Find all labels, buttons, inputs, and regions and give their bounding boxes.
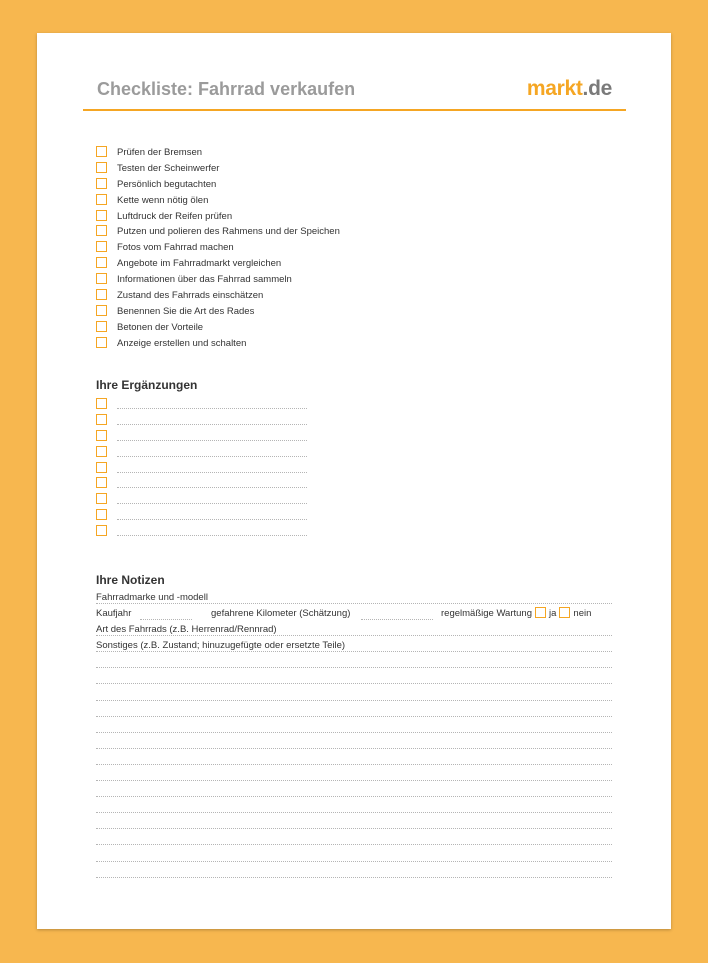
checklist-item [96, 177, 340, 193]
km-label: gefahrene Kilometer (Schätzung) [211, 608, 351, 620]
notes-blank-line[interactable] [96, 864, 612, 880]
checkbox[interactable] [96, 178, 107, 189]
document-page [37, 33, 671, 929]
addition-line[interactable] [117, 456, 307, 457]
checkbox[interactable] [96, 509, 107, 520]
notes-blank-line[interactable] [96, 687, 612, 703]
checklist [96, 145, 340, 352]
checkbox[interactable] [96, 305, 107, 316]
checklist-item-label: Persönlich begutachten [117, 178, 217, 190]
checklist-item [96, 224, 340, 240]
notes-blank-line[interactable] [96, 670, 612, 686]
checklist-item [96, 320, 340, 336]
checklist-item-label: Informationen über das Fahrrad sammeln [117, 274, 292, 286]
notes-blank-line[interactable] [96, 815, 612, 831]
checklist-item-label: Luftdruck der Reifen prüfen [117, 210, 233, 222]
checkbox[interactable] [96, 477, 107, 488]
checklist-item [96, 209, 340, 225]
checkbox[interactable] [96, 446, 107, 457]
checklist-item [96, 304, 340, 320]
type-label: Art des Fahrrads (z.B. Herrenrad/Rennrad) [96, 624, 277, 636]
notes-blank-line[interactable] [96, 703, 612, 719]
addition-line[interactable] [117, 440, 307, 441]
document-header [83, 75, 626, 111]
checkbox[interactable] [96, 210, 107, 221]
notes-blank-line[interactable] [96, 654, 612, 670]
notes-row-other [96, 638, 612, 654]
addition-line[interactable] [117, 535, 307, 536]
checkbox[interactable] [96, 337, 107, 348]
notes-row-type [96, 622, 612, 638]
checkbox[interactable] [96, 194, 107, 205]
checklist-item [96, 145, 340, 161]
addition-line[interactable] [117, 472, 307, 473]
addition-line[interactable] [117, 487, 307, 488]
checkbox[interactable] [96, 241, 107, 252]
notes-title: Ihre Notizen [96, 573, 165, 587]
checkbox[interactable] [96, 321, 107, 332]
notes-blank-line[interactable] [96, 719, 612, 735]
notes-blank-line[interactable] [96, 783, 612, 799]
checklist-item [96, 336, 340, 352]
checklist-item-label: Zustand des Fahrrads einschätzen [117, 290, 264, 302]
maintenance-yes-checkbox[interactable] [535, 607, 546, 618]
addition-line[interactable] [117, 519, 307, 520]
checkbox[interactable] [96, 146, 107, 157]
notes-blank-line[interactable] [96, 848, 612, 864]
additions-title: Ihre Ergänzungen [96, 378, 198, 392]
checklist-item-label: Kette wenn nötig ölen [117, 194, 209, 206]
checkbox[interactable] [96, 398, 107, 409]
checklist-item-label: Testen der Scheinwerfer [117, 162, 220, 174]
notes-blank-line[interactable] [96, 751, 612, 767]
checkbox[interactable] [96, 493, 107, 504]
notes-blank-line[interactable] [96, 799, 612, 815]
year-label: Kaufjahr [96, 608, 132, 620]
checkbox[interactable] [96, 225, 107, 236]
maintenance-label: regelmäßige Wartung ja nein [441, 608, 592, 620]
checklist-item-label: Angebote im Fahrradmarkt vergleichen [117, 258, 282, 270]
page-title: Checkliste: Fahrrad verkaufen [97, 79, 356, 99]
notes-section [96, 590, 612, 880]
notes-blank-line[interactable] [96, 767, 612, 783]
checklist-item [96, 193, 340, 209]
checkbox[interactable] [96, 430, 107, 441]
maintenance-no-checkbox[interactable] [559, 607, 570, 618]
addition-line[interactable] [117, 408, 307, 409]
markt-de-logo: markt.de [526, 77, 612, 100]
checklist-item-label: Anzeige erstellen und schalten [117, 337, 247, 349]
notes-blank-line[interactable] [96, 831, 612, 847]
checklist-item-label: Benennen Sie die Art des Rades [117, 305, 255, 317]
checkbox[interactable] [96, 257, 107, 268]
notes-row-brand [96, 590, 612, 606]
checklist-item-label: Putzen und polieren des Rahmens und der Speichen [117, 226, 340, 238]
checklist-item [96, 272, 340, 288]
brand-label: Fahrradmarke und -modell [96, 592, 208, 603]
checklist-item [96, 161, 340, 177]
checkbox[interactable] [96, 289, 107, 300]
checklist-item [96, 256, 340, 272]
checkbox[interactable] [96, 414, 107, 425]
checklist-item [96, 240, 340, 256]
checklist-item-label: Prüfen der Bremsen [117, 147, 203, 158]
checklist-item-label: Fotos vom Fahrrad machen [117, 242, 234, 254]
notes-row-year [96, 606, 612, 622]
checkbox[interactable] [96, 162, 107, 173]
checkbox[interactable] [96, 525, 107, 536]
notes-blank-line[interactable] [96, 735, 612, 751]
addition-line[interactable] [117, 503, 307, 504]
checkbox[interactable] [96, 462, 107, 473]
checklist-item-label: Betonen der Vorteile [117, 321, 204, 333]
addition-line[interactable] [117, 424, 307, 425]
other-label: Sonstiges (z.B. Zustand; hinuzugefügte oder ersetzte Teile) [96, 640, 346, 652]
checklist-item [96, 288, 340, 304]
checkbox[interactable] [96, 273, 107, 284]
